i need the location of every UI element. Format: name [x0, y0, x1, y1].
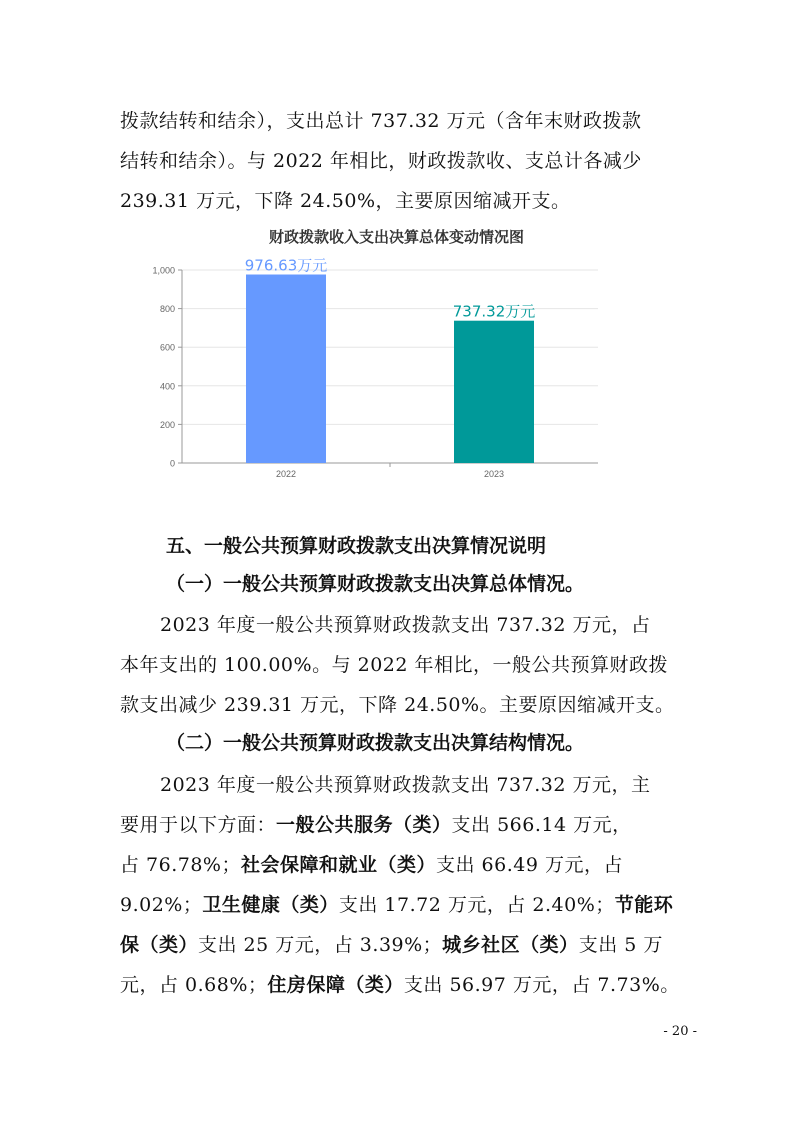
sub-2-paragraph: [120, 765, 680, 1005]
y-tick-label: 0: [169, 458, 175, 469]
sub-2-line-1: [120, 765, 680, 805]
sub-2-l6c: 支出 56.97 万元，占 7.73%。: [403, 974, 680, 996]
category-housing: 住房保障（类）: [267, 974, 404, 996]
intro-paragraph: [120, 101, 680, 221]
sub-2-heading: （二）一般公共预算财政拨款支出决算结构情况。: [166, 732, 585, 754]
sub-1-line-3: 款支出减少 239.31 万元，下降 24.50%。主要原因缩减开支。: [120, 694, 675, 716]
sub-2-l2a: 要用于以下方面：: [120, 814, 277, 836]
sub-1-line-1: 2023 年度一般公共预算财政拨款支出 737.32 万元，占: [160, 614, 651, 636]
bar-chart: [140, 256, 610, 486]
page-number: - 20 -: [663, 1024, 697, 1039]
category-health: 卫生健康（类）: [202, 894, 339, 916]
category-general-public-services: 一般公共服务（类）: [276, 814, 452, 836]
y-tick-label: 400: [159, 381, 175, 392]
sub-2-l3c: 支出 66.49 万元，占: [436, 854, 623, 876]
sub-2-l6a: 元，占 0.68%；: [120, 974, 268, 996]
sub-2-line-4: [120, 885, 680, 925]
data-label-2022: 976.63万元: [244, 256, 328, 275]
section-5-heading: 五、一般公共预算财政拨款支出决算情况说明: [166, 535, 547, 557]
sub-2-line-6: [120, 965, 680, 1005]
bar-2022: [246, 275, 326, 463]
intro-line-1: 拨款结转和结余），支出总计 737.32 万元（含年末财政拨款: [120, 110, 642, 132]
sub-1-heading: （一）一般公共预算财政拨款支出决算总体情况。: [166, 573, 585, 595]
sub-2-l5b: 支出 25 万元，占 3.39%；: [198, 934, 443, 956]
intro-line-2: 结转和结余）。与 2022 年相比，财政拨款收、支总计各减少: [120, 150, 642, 172]
sub-2-l4c: 支出 17.72 万元，占 2.40%；: [338, 894, 615, 916]
y-tick-label: 800: [159, 304, 175, 315]
sub-2-l2c: 支出 566.14 万元，: [451, 814, 632, 836]
sub-2-line-2: [120, 805, 680, 845]
sub-1-paragraph: [120, 605, 680, 725]
x-tick-label: 2023: [483, 469, 505, 479]
y-tick-label: 600: [159, 342, 175, 353]
category-energy-env-part1: 节能环: [614, 894, 674, 916]
x-tick-label: 2022: [275, 469, 297, 479]
sub-2-l4a: 9.02%；: [120, 894, 203, 916]
category-energy-env-part2: 保（类）: [120, 934, 199, 956]
category-social-security: 社会保障和就业（类）: [241, 854, 437, 876]
sub-2-line-5: [120, 925, 680, 965]
y-tick-label: 1,000: [152, 265, 175, 276]
sub-1-line-2: 本年支出的 100.00%。与 2022 年相比，一般公共预算财政拨: [120, 654, 669, 676]
sub-2-l5d: 支出 5 万: [578, 934, 663, 956]
chart-title: 财政拨款收入支出决算总体变动情况图: [268, 228, 524, 246]
sub-2-l3a: 占 76.78%；: [120, 854, 241, 876]
bar-2023: [454, 321, 534, 463]
intro-line-3: 239.31 万元，下降 24.50%，主要原因缩减开支。: [120, 190, 571, 212]
y-tick-label: 200: [159, 419, 175, 430]
data-label-2023: 737.32万元: [452, 302, 536, 321]
category-urban-rural: 城乡社区（类）: [442, 934, 579, 956]
sub-2-line-3: [120, 845, 680, 885]
sub-2-l1: 2023 年度一般公共预算财政拨款支出 737.32 万元，主: [160, 774, 651, 796]
